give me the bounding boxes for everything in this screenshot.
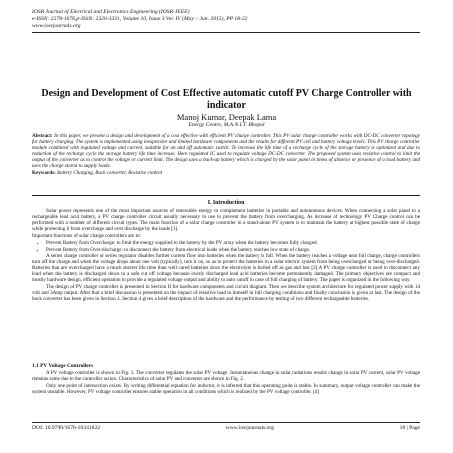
intro-paragraph-1: Solar power represents one of the most important sources of renewable energy to complement batteries in portable and autonomous devices. When connecting a solar panel to a rechargeable lead acid battery, a PV charge controller circuit usually necessary to use to prevent the battery from overcharging. As increase of technology PV Charge control can be performed with a number of different circuit types. The main function of a solar charge controller in a stand-alone PV system is to maintain the battery at highest possible state of charge while protecting it from overcharge and over discharge by the loads [1]. — [32, 208, 420, 233]
journal-header — [32, 9, 422, 30]
footer-doi: DOI: 10.9790/1676-10341822 — [32, 425, 101, 431]
footer-page-number: 18 | Page — [399, 425, 420, 431]
subsection-body — [32, 370, 420, 396]
sub-paragraph-1: A PV voltage controller is shown in Fig. 1. The converter regulates the solar PV voltage. Instantaneous change in solar radiations results change in solar PV current, solar PV voltage remains same due to the controller action. Characteristics of solar PV and converter are shown in Fig. 2. — [32, 370, 420, 383]
keywords-text: Battery Charging, Buck converter, Resistive control — [55, 169, 163, 176]
intro-paragraph-3: A series charge controller or series regulator disables further current flow into batteries when the battery is full. When the battery reaches a voltage near full charge, charge controllers turn off the charge and when the voltage drops about one volt (typically), turn it on, so as to protect the batteries in a solar electric system from being overcharged or being over-discharged. Batteries that are overcharged have a much shorter life time than well cared batteries since the electrolyte is boiled off as gas and lost [2].A PV charge controller is used to disconnect any load when the battery is discharged down to a safe cut off voltage because overly discharged lead acid batteries become permanently damaged. The primary objectives are compact and mostly hardware design, efficient operation to provide a regulated voltage output and ability to auto cutoff in case of full charging of battery. The paper is organized in the following way. — [32, 252, 420, 284]
introduction-body — [32, 208, 420, 303]
abstract-label: Abstract: — [32, 133, 53, 139]
journal-website: www.iosrjournals.org — [32, 23, 81, 29]
abstract-divider — [32, 195, 420, 196]
list-item: • Prevent Battery from Overcharge: to limit the energy supplied to the battery by the PV array when the battery becomes fully charged. — [46, 240, 420, 246]
footer-divider — [32, 422, 420, 423]
journal-issn-volume: e-ISSN: 2278-1676,p-ISSN: 2320-3331, Volume 10, Issue 3 Ver. IV (May – Jun. 2015), PP 18-22 — [32, 16, 248, 22]
intro-paragraph-4: The design of PV charge controller is presented in Section II for hardware components and circuit diagram. Then we describe system architecture for regulated power supply with 14 volt and 3Amp output. After that a brief discussion is presented on the impact of resistive load to himself in full charging conditions and finally conclusion is given at last. The design of the buck converter has been given in Section 3. Section 4 gives a brief description of the hardware and the performance by testing of two different rechargeable batteries. — [32, 284, 420, 303]
paper-authors: Manoj Kumar, Deepak Lama — [176, 112, 277, 122]
section-heading-introduction: I. Introduction — [207, 200, 245, 206]
author-affiliation: Energy Centre, M.A.N.I.T. Bhopal — [188, 122, 265, 128]
header-divider — [32, 32, 420, 33]
abstract-block — [32, 133, 420, 176]
journal-name: IOSR Journal of Electrical and Electronics Engineering (IOSR-JEEE) — [32, 9, 190, 15]
keywords-label: Keywords: — [32, 169, 56, 176]
intro-paragraph-2: Important functions of solar charge controllers are to: — [32, 233, 141, 240]
abstract-text: In this paper, we present a design and development of a cost effective with efficient PV charge controller. This PV solar charge controller works with DC-DC converter topology for battery charging. The system is implemented using inexpensive and limited hardware components and the results for different PV cell and battery voltage levels. This PV charge controller module combined with regulated voltage and current, suitable for on and off automatic switch. To increase the life time of a recharge cycle of the storage battery is optimized and due to reduction of the recharge cycle the storage battery life time increase. Here regulated IC used to regulate voltage DC-DC converter. The proposed system uses resistive control to limit the output of the converter as to control the voltage or current limit. The design uses a back-up battery which is charged by the solar panel in times of absence or presence of a load battery and uses the charge stored to supply loads. — [32, 133, 420, 170]
subsection-heading: 1.1 PV Voltage Controllers — [32, 363, 94, 369]
page-footer — [32, 425, 420, 432]
paper-title: Design and Development of Cost Effective automatic cutoff PV Charge Controller with indicator — [41, 88, 412, 111]
footer-website: www.iosrjournals.org — [225, 425, 274, 431]
function-list — [32, 240, 420, 252]
sub-paragraph-2: Only one point of intersection exists. By writing differential equation for inductor, it is inferred that this operating point is stable. In summary, output voltage controller can make the system unstable. However, PV voltage controller ensures stable operation in all conditions which is realized by the PV voltage controller. [4] — [32, 383, 420, 396]
list-item: • Prevent Battery from Over-discharge: to disconnect the battery from electrical loads when the battery reaches low state of charge. — [46, 247, 420, 253]
